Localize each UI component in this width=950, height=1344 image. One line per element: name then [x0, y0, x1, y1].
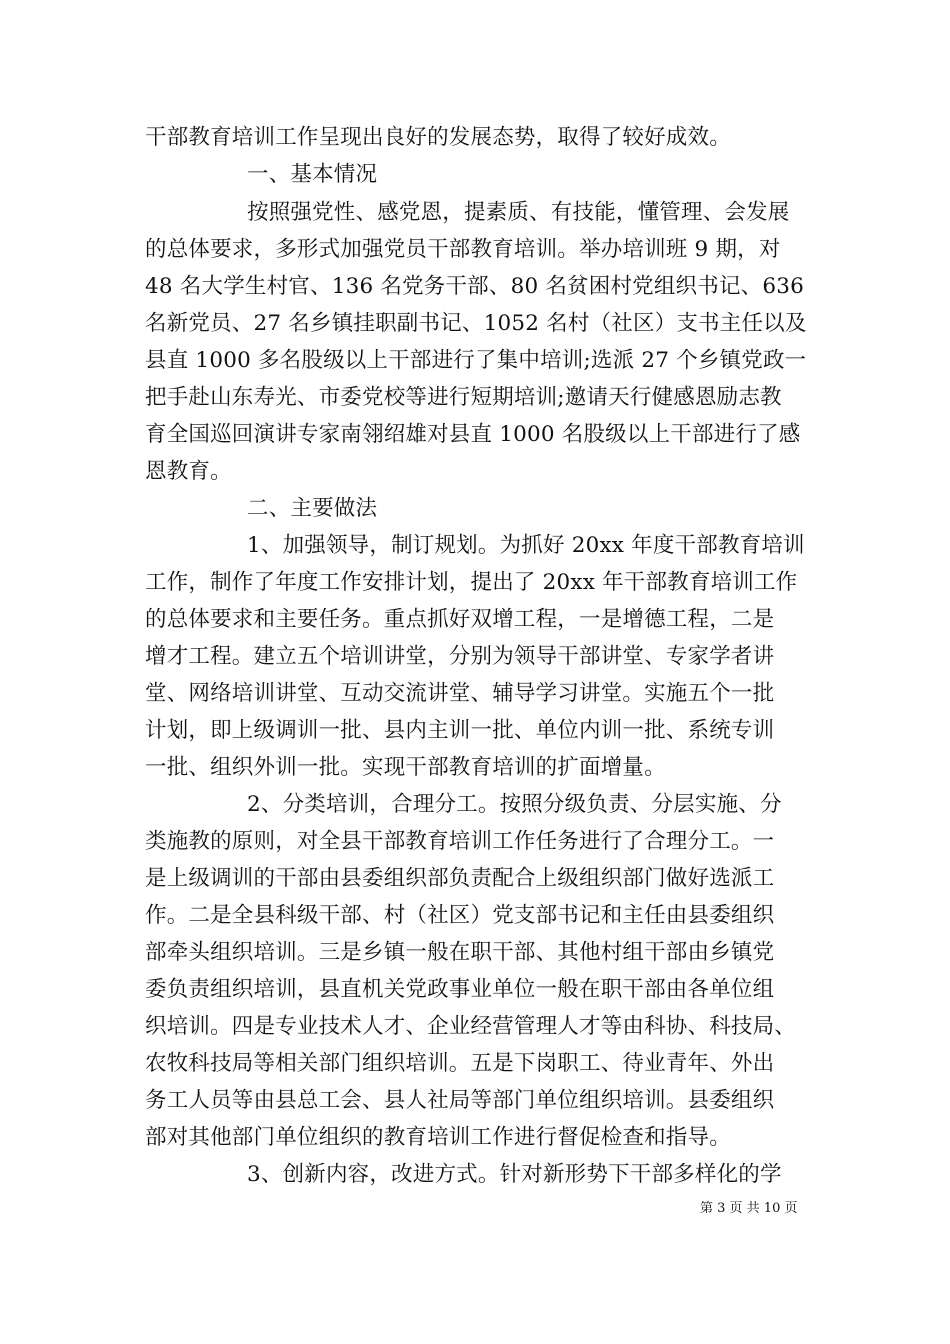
body-text-line: 的总体要求，多形式加强党员干部教育培训。举办培训班 9 期，对 [145, 237, 781, 262]
body-text-line: 干部教育培训工作呈现出良好的发展态势，取得了较好成效。 [145, 125, 731, 150]
body-text-line: 的总体要求和主要任务。重点抓好双增工程，一是增德工程，二是 [145, 607, 775, 632]
body-text-line: 3、创新内容，改进方式。针对新形势下干部多样化的学 [247, 1162, 782, 1187]
body-text-line: 县直 1000 多名股级以上干部进行了集中培训;选派 27 个乡镇党政一 [145, 348, 807, 373]
body-text-line: 作。二是全县科级干部、村（社区）党支部书记和主任由县委组织 [145, 903, 775, 928]
section-heading-main-practices: 二、主要做法 [247, 496, 378, 521]
body-text-line: 堂、网络培训讲堂、互动交流讲堂、辅导学习讲堂。实施五个一批 [145, 681, 775, 706]
section-heading-basic-situation: 一、基本情况 [247, 162, 378, 187]
body-text-line: 48 名大学生村官、136 名党务干部、80 名贫困村党组织书记、636 [145, 274, 804, 299]
body-text-line: 名新党员、27 名乡镇挂职副书记、1052 名村（社区）支书主任以及 [145, 311, 807, 336]
body-text-line: 1、加强领导，制订规划。为抓好 20xx 年度干部教育培训 [247, 533, 805, 558]
body-text-line: 是上级调训的干部由县委组织部负责配合上级组织部门做好选派工 [145, 866, 775, 891]
body-text-line: 农牧科技局等相关部门组织培训。五是下岗职工、待业青年、外出 [145, 1051, 775, 1076]
page-number-footer: 第 3 页 共 10 页 [700, 1201, 798, 1216]
body-text-line: 育全国巡回演讲专家南翎绍雄对县直 1000 名股级以上干部进行了感 [145, 422, 801, 447]
body-text-line: 务工人员等由县总工会、县人社局等部门单位组织培训。县委组织 [145, 1088, 775, 1113]
body-text-line: 部牵头组织培训。三是乡镇一般在职干部、其他村组干部由乡镇党 [145, 940, 775, 965]
body-text-line: 一批、组织外训一批。实现干部教育培训的扩面增量。 [145, 755, 666, 780]
body-text-line: 委负责组织培训，县直机关党政事业单位一般在职干部由各单位组 [145, 977, 775, 1002]
body-text-line: 把手赴山东寿光、市委党校等进行短期培训;邀请天行健感恩励志教 [145, 385, 782, 410]
body-text-line: 增才工程。建立五个培训讲堂，分别为领导干部讲堂、专家学者讲 [145, 644, 775, 669]
body-text-line: 恩教育。 [145, 459, 232, 484]
body-text-line: 按照强党性、感党恩，提素质、有技能，懂管理、会发展 [247, 200, 790, 225]
body-text-line: 部对其他部门单位组织的教育培训工作进行督促检查和指导。 [145, 1125, 731, 1150]
body-text-line: 织培训。四是专业技术人才、企业经营管理人才等由科协、科技局、 [145, 1014, 797, 1039]
body-text-line: 工作，制作了年度工作安排计划，提出了 20xx 年干部教育培训工作 [145, 570, 798, 595]
body-text-line: 2、分类培训，合理分工。按照分级负责、分层实施、分 [247, 792, 782, 817]
body-text-line: 类施教的原则，对全县干部教育培训工作任务进行了合理分工。一 [145, 829, 775, 854]
body-text-line: 计划，即上级调训一批、县内主训一批、单位内训一批、系统专训 [145, 718, 775, 743]
